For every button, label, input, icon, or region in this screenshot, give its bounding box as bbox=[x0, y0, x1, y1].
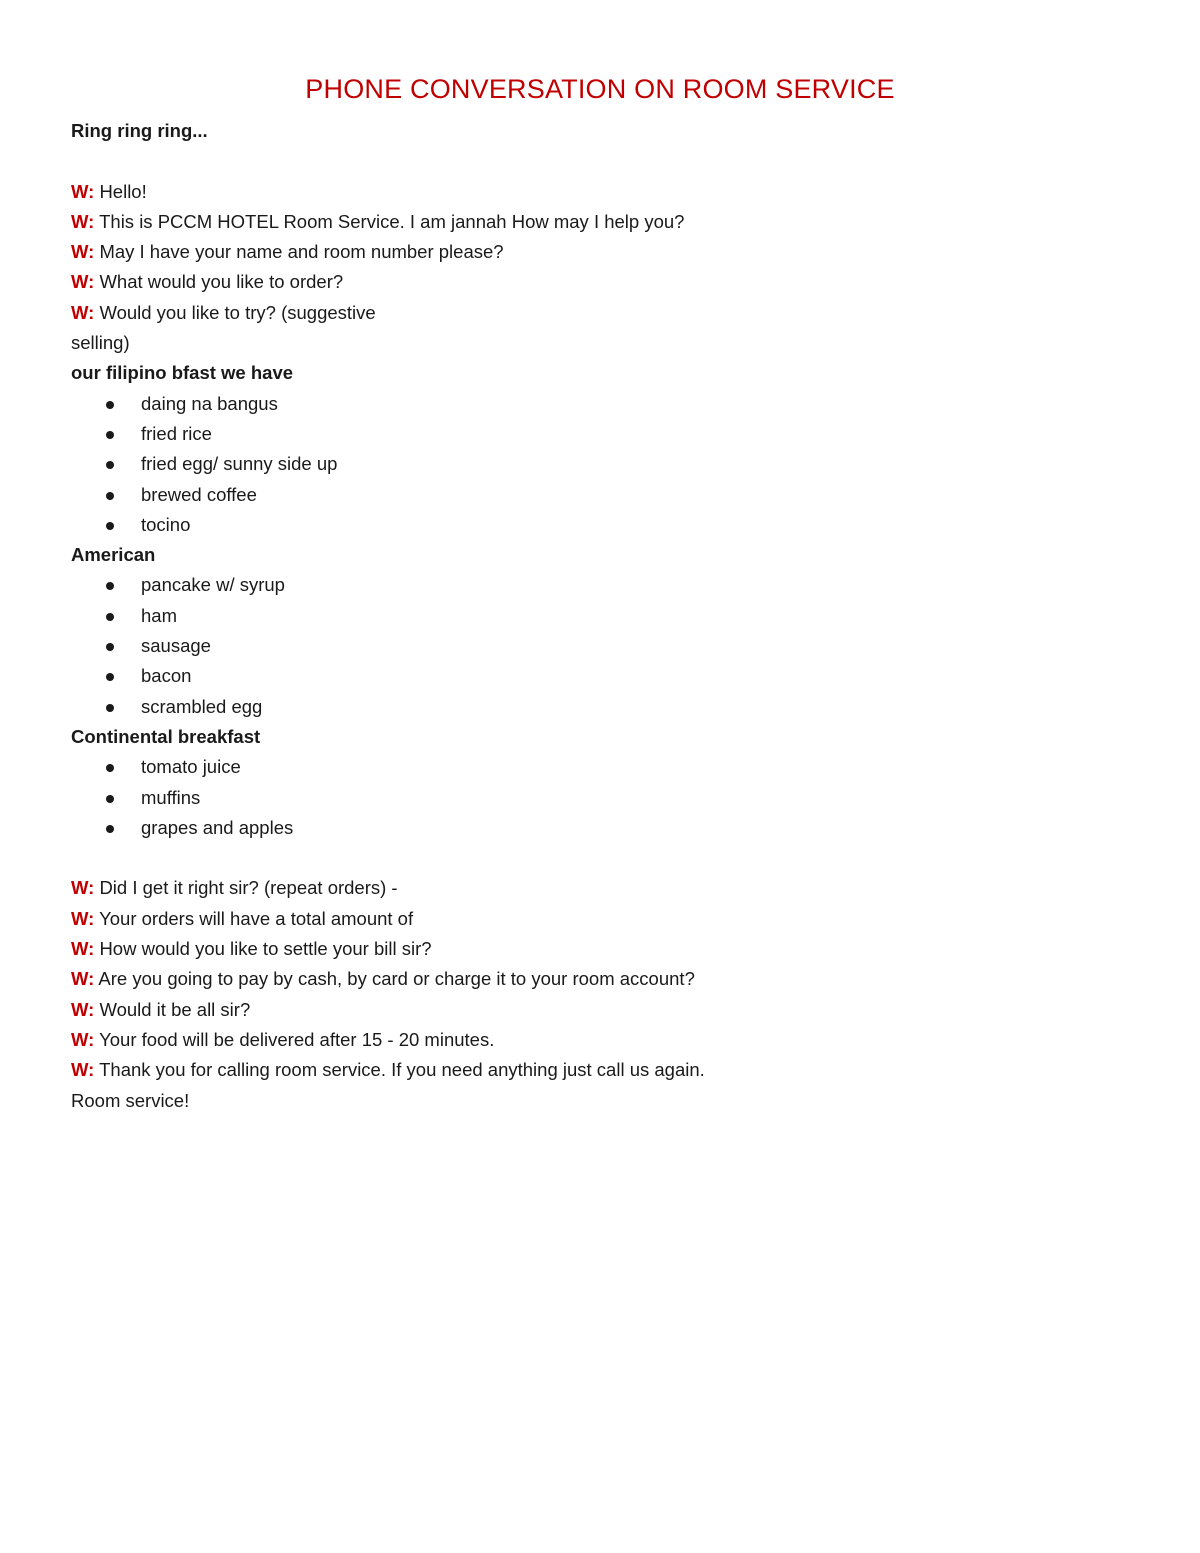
menu-list-american bbox=[71, 570, 1131, 721]
list-item-text: muffins bbox=[141, 786, 201, 808]
list-item bbox=[71, 419, 1131, 449]
list-item bbox=[71, 752, 1131, 782]
closing-line: Room service! bbox=[71, 1089, 190, 1111]
bullet-icon bbox=[106, 461, 114, 469]
blank-line bbox=[71, 843, 1131, 873]
dialogue-line bbox=[71, 873, 1131, 903]
dialogue-line bbox=[71, 934, 1131, 964]
dialogue-text: What would you like to order? bbox=[99, 271, 344, 293]
dialogue-text: Would it be all sir? bbox=[99, 998, 251, 1020]
list-item-text: fried rice bbox=[141, 422, 212, 444]
list-item-text: daing na bangus bbox=[141, 392, 278, 414]
bullet-icon bbox=[106, 704, 114, 712]
dialogue-text: Your food will be delivered after 15 - 20 minutes. bbox=[99, 1028, 495, 1050]
bullet-icon bbox=[106, 401, 114, 409]
list-item bbox=[71, 510, 1131, 540]
page-title: PHONE CONVERSATION ON ROOM SERVICE bbox=[305, 74, 895, 104]
dialogue-text: Did I get it right sir? (repeat orders) - bbox=[99, 877, 398, 899]
dialogue-line bbox=[71, 237, 1131, 267]
dialogue-text: Are you going to pay by cash, by card or charge it to your room account? bbox=[98, 968, 695, 990]
bullet-icon bbox=[106, 431, 114, 439]
dialogue-line bbox=[71, 995, 1131, 1025]
bullet-icon bbox=[106, 795, 114, 803]
bullet-icon bbox=[106, 522, 114, 530]
dialogue-line bbox=[71, 207, 1131, 237]
menu-heading-american: American bbox=[71, 544, 156, 566]
list-item-text: scrambled egg bbox=[141, 695, 263, 717]
dialogue-line bbox=[71, 1055, 1131, 1085]
blank-line bbox=[71, 146, 1131, 176]
dialogue-text: Thank you for calling room service. If you need anything just call us again. bbox=[99, 1059, 705, 1081]
bullet-icon bbox=[106, 673, 114, 681]
dialogue-line bbox=[71, 904, 1131, 934]
speaker-label: W: bbox=[71, 210, 95, 232]
dialogue-line bbox=[71, 1025, 1131, 1055]
speaker-label: W: bbox=[71, 1028, 95, 1050]
dialogue-line bbox=[71, 177, 1131, 207]
list-item bbox=[71, 661, 1131, 691]
list-item-text: sausage bbox=[141, 635, 211, 657]
menu-list-continental bbox=[71, 752, 1131, 843]
speaker-label: W: bbox=[71, 271, 95, 293]
bullet-icon bbox=[106, 825, 114, 833]
speaker-label: W: bbox=[71, 241, 95, 263]
dialogue-continuation: selling) bbox=[71, 332, 130, 354]
dialogue-text: Hello! bbox=[99, 180, 147, 202]
dialogue-line bbox=[71, 298, 1131, 328]
list-item-text: bacon bbox=[141, 665, 192, 687]
list-item bbox=[71, 449, 1131, 479]
list-item bbox=[71, 631, 1131, 661]
list-item-text: brewed coffee bbox=[141, 483, 257, 505]
list-item-text: ham bbox=[141, 604, 177, 626]
bullet-icon bbox=[106, 613, 114, 621]
bullet-icon bbox=[106, 582, 114, 590]
speaker-label: W: bbox=[71, 1059, 95, 1081]
dialogue-text: May I have your name and room number please? bbox=[99, 241, 504, 263]
list-item bbox=[71, 783, 1131, 813]
dialogue-text: Would you like to try? (suggestive bbox=[99, 301, 376, 323]
list-item bbox=[71, 570, 1131, 600]
list-item-text: tocino bbox=[141, 513, 191, 535]
menu-heading-filipino: our filipino bfast we have bbox=[71, 362, 294, 384]
speaker-label: W: bbox=[71, 968, 95, 990]
speaker-label: W: bbox=[71, 998, 95, 1020]
dialogue-line bbox=[71, 267, 1131, 297]
menu-list-filipino bbox=[71, 389, 1131, 540]
menu-heading-continental: Continental breakfast bbox=[71, 725, 261, 747]
bullet-icon bbox=[106, 764, 114, 772]
list-item bbox=[71, 601, 1131, 631]
list-item bbox=[71, 813, 1131, 843]
bullet-icon bbox=[106, 643, 114, 651]
list-item bbox=[71, 389, 1131, 419]
speaker-label: W: bbox=[71, 938, 95, 960]
list-item-text: fried egg/ sunny side up bbox=[141, 453, 338, 475]
list-item-text: grapes and apples bbox=[141, 816, 294, 838]
dialogue-text: How would you like to settle your bill sir? bbox=[99, 938, 432, 960]
list-item bbox=[71, 480, 1131, 510]
intro-line: Ring ring ring... bbox=[71, 120, 208, 141]
speaker-label: W: bbox=[71, 877, 95, 899]
speaker-label: W: bbox=[71, 180, 95, 202]
bullet-icon bbox=[106, 492, 114, 500]
speaker-label: W: bbox=[71, 907, 95, 929]
list-item bbox=[71, 692, 1131, 722]
dialogue-text: Your orders will have a total amount of bbox=[99, 907, 414, 929]
dialogue-text: This is PCCM HOTEL Room Service. I am jannah How may I help you? bbox=[99, 210, 685, 232]
list-item-text: tomato juice bbox=[141, 756, 241, 778]
speaker-label: W: bbox=[71, 301, 95, 323]
dialogue-line bbox=[71, 964, 1131, 994]
document-body bbox=[71, 116, 1131, 1116]
list-item-text: pancake w/ syrup bbox=[141, 574, 285, 596]
